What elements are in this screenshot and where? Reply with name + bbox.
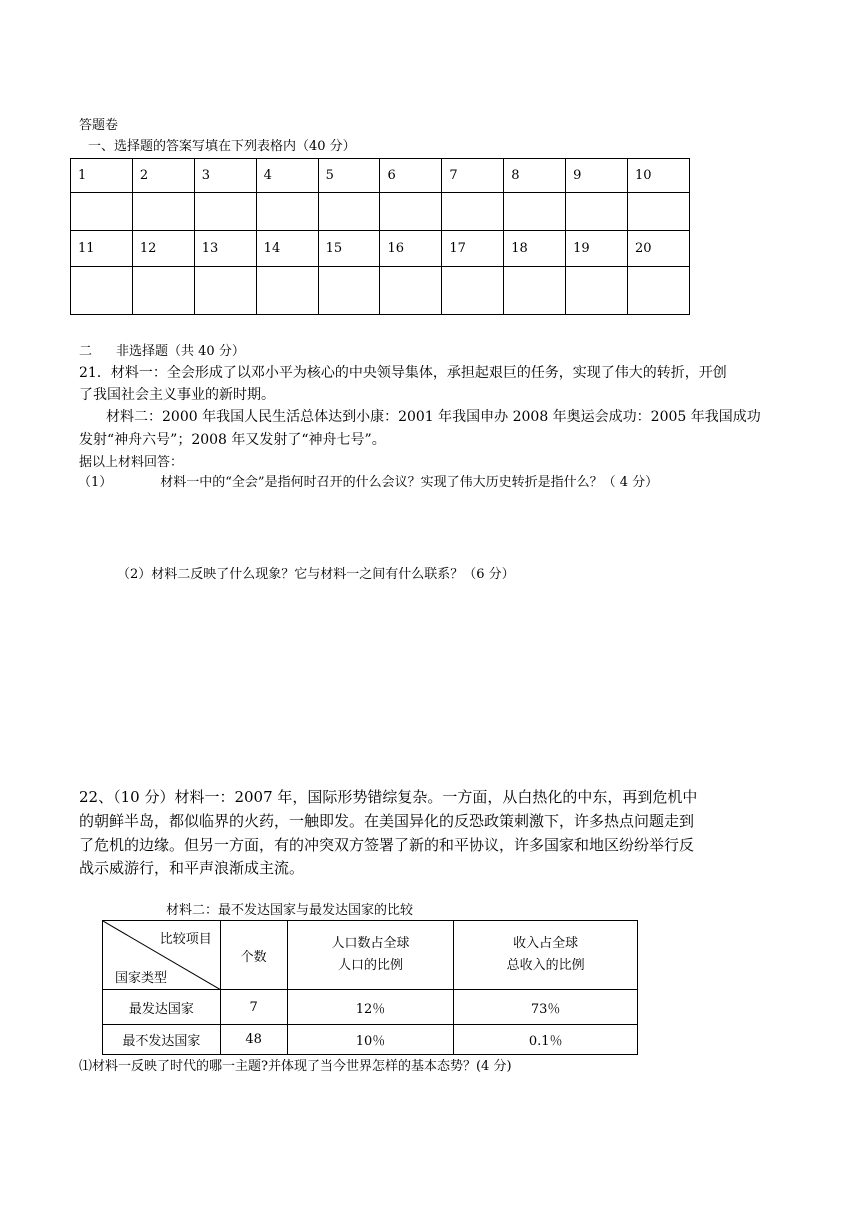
header-income-line2: 总收入的比例 [506, 958, 585, 973]
comparison-table [102, 920, 638, 1055]
answer-blank-cell[interactable] [318, 267, 380, 315]
section2-text: 非选择题（共 40 分） [116, 344, 245, 359]
answer-blank-cell[interactable] [380, 267, 442, 315]
answer-blank-cell[interactable] [442, 193, 504, 231]
answer-number-cell: 16 [380, 231, 442, 267]
answer-number-row-1 [71, 159, 690, 193]
q21-prompt: 据以上材料回答： [79, 455, 184, 470]
answer-number-cell: 20 [628, 231, 690, 267]
row-income: 73％ [454, 990, 638, 1025]
answer-number-cell: 3 [194, 159, 256, 193]
row-count: 48 [220, 1025, 287, 1055]
answer-number-cell: 5 [318, 159, 380, 193]
table-row [103, 990, 638, 1025]
answer-number-cell: 17 [442, 231, 504, 267]
answer-blank-cell[interactable] [380, 193, 442, 231]
header-income [454, 921, 638, 990]
q21-line4: 发射“神舟六号”；2008 年又发射了“神舟七号”。 [79, 432, 386, 448]
q21-line1: 21．材料一：全会形成了以邓小平为核心的中央领导集体，承担起艰巨的任务，实现了伟大的转折，开创 [79, 365, 727, 381]
q22-table-caption: 材料二：最不发达国家与最发达国家的比较 [166, 903, 414, 918]
answer-number-row-2 [71, 231, 690, 267]
answer-blank-cell[interactable] [132, 193, 194, 231]
section1-title: 一、选择题的答案写填在下列表格内（40 分） [88, 139, 356, 154]
q22-line3: 了危机的边缘。但另一方面，有的冲突双方签署了新的和平协议，许多国家和地区纷纷举行反 [79, 836, 695, 854]
q21-line3: 材料二：2000 年我国人民生活总体达到小康：2001 年我国申办 2008 年奥运会成功：2005 年我国成功 [106, 409, 761, 425]
row-type: 最发达国家 [103, 990, 221, 1025]
answer-number-cell: 11 [71, 231, 133, 267]
answer-number-cell: 1 [71, 159, 133, 193]
answer-blank-cell[interactable] [71, 193, 133, 231]
header-count: 个数 [220, 921, 287, 990]
row-count: 7 [220, 990, 287, 1025]
answer-number-cell: 4 [256, 159, 318, 193]
header-income-line1: 收入占全球 [513, 936, 579, 951]
q22-line2: 的朝鲜半岛，都似临界的火药，一触即发。在美国异化的反恐政策刺激下，许多热点问题走到 [79, 812, 695, 830]
q21-sub1-number: （1） [78, 475, 113, 490]
row-type: 最不发达国家 [103, 1025, 221, 1055]
section2-title [79, 343, 245, 361]
header-population-line1: 人口数占全球 [331, 936, 410, 951]
answer-number-cell: 13 [194, 231, 256, 267]
answer-blank-cell[interactable] [628, 193, 690, 231]
answer-blank-cell[interactable] [566, 267, 628, 315]
answer-blank-cell[interactable] [504, 193, 566, 231]
answer-blank-cell[interactable] [504, 267, 566, 315]
q21-sub1 [78, 474, 658, 492]
corner-bottom-label: 国家类型 [115, 971, 168, 986]
answer-blank-cell[interactable] [318, 193, 380, 231]
section2-number: 二 [79, 344, 93, 359]
answer-blank-row-2 [71, 267, 690, 315]
answer-number-cell: 6 [380, 159, 442, 193]
q21-sub1-text: 材料一中的“全会”是指何时召开的什么会议？实现了伟大历史转折是指什么？（ 4 分） [160, 475, 659, 490]
table-row [103, 1025, 638, 1055]
q21-line2: 了我国社会主义事业的新时期。 [79, 387, 275, 403]
comparison-header-row [103, 921, 638, 990]
corner-top-label: 比较项目 [159, 932, 212, 947]
answer-number-cell: 15 [318, 231, 380, 267]
header-population [287, 921, 454, 990]
answer-number-cell: 12 [132, 231, 194, 267]
answer-table [70, 158, 690, 315]
row-population: 10％ [287, 1025, 454, 1055]
answer-blank-cell[interactable] [442, 267, 504, 315]
answer-number-cell: 8 [504, 159, 566, 193]
answer-number-cell: 2 [132, 159, 194, 193]
answer-number-cell: 19 [566, 231, 628, 267]
answer-number-cell: 9 [566, 159, 628, 193]
row-population: 12％ [287, 990, 454, 1025]
q22-line4: 战示威游行，和平声浪渐成主流。 [79, 859, 305, 877]
answer-blank-row-1 [71, 193, 690, 231]
answer-blank-cell[interactable] [194, 267, 256, 315]
answer-number-cell: 7 [442, 159, 504, 193]
q22-line1: 22、（10 分）材料一：2007 年，国际形势错综复杂。一方面，从白热化的中东，再到危机中 [79, 788, 698, 806]
answer-blank-cell[interactable] [256, 193, 318, 231]
answer-blank-cell[interactable] [628, 267, 690, 315]
page-header: 答题卷 [79, 118, 119, 133]
answer-blank-cell[interactable] [566, 193, 628, 231]
answer-blank-cell[interactable] [256, 267, 318, 315]
answer-number-cell: 10 [628, 159, 690, 193]
diagonal-header-cell [103, 921, 221, 990]
answer-number-cell: 14 [256, 231, 318, 267]
q22-sub1: ⑴材料一反映了时代的哪一主题?并体现了当今世界怎样的基本态势？(4 分) [79, 1059, 512, 1074]
q21-sub2: （2）材料二反映了什么现象？它与材料一之间有什么联系？（6 分） [117, 567, 515, 582]
answer-blank-cell[interactable] [132, 267, 194, 315]
header-population-line2: 人口的比例 [337, 958, 403, 973]
answer-blank-cell[interactable] [71, 267, 133, 315]
row-income: 0.1％ [454, 1025, 638, 1055]
answer-blank-cell[interactable] [194, 193, 256, 231]
answer-number-cell: 18 [504, 231, 566, 267]
